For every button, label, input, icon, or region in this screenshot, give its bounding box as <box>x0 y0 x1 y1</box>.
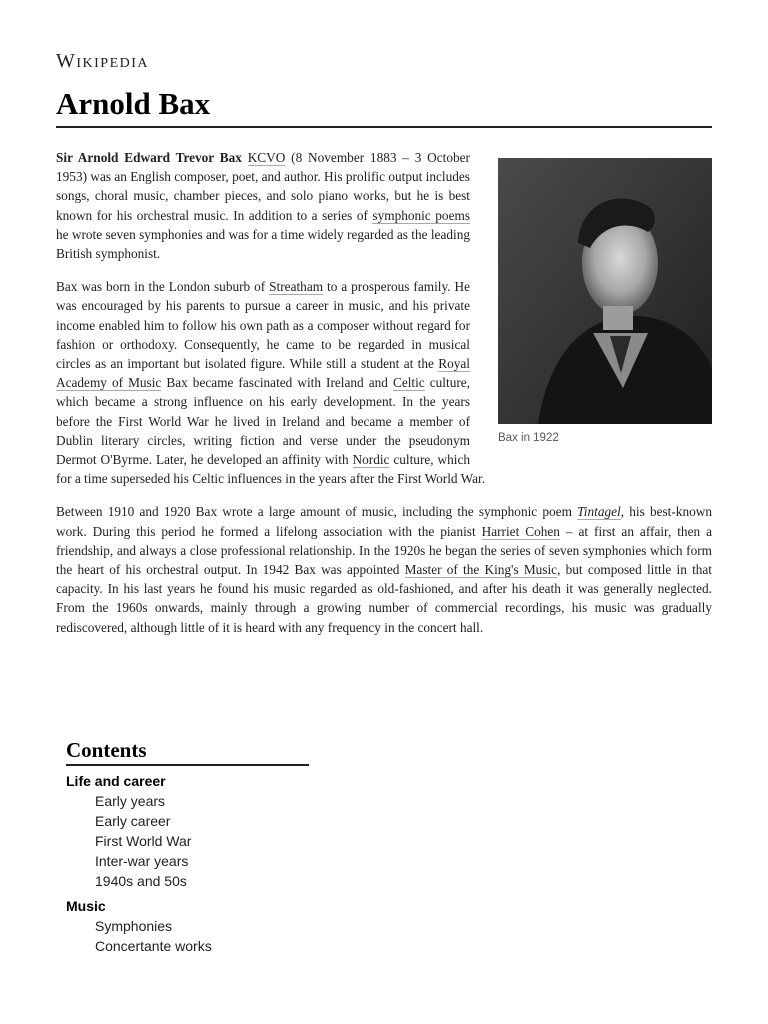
link-nordic[interactable]: Nordic <box>352 452 390 468</box>
portrait-photo[interactable] <box>498 158 712 424</box>
link-tintagel[interactable]: Tintagel <box>577 504 621 520</box>
paragraph-text: to a prosperous family. He was encouraged by his parents to pursue a career in music, and his private income enabled him to follow his own path as a composer without regard for fashion or orthodoxy. Consequently, he came to be regarded in musical circles as an important but isolated figure. While still a student at the <box>56 279 471 372</box>
portrait-illustration <box>498 158 712 424</box>
contents-divider <box>66 764 309 766</box>
contents-heading: Contents <box>66 738 147 762</box>
toc-group-life-and-career <box>66 772 466 891</box>
paragraph-text: culture, which for a time superseded his Celtic influences in the years after the First World War. <box>56 452 486 487</box>
toc-item-inter-war-years[interactable]: Inter-war years <box>95 853 189 869</box>
toc-section-life-and-career[interactable]: Life and career <box>66 773 166 789</box>
link-harriet-cohen[interactable]: Harriet Cohen <box>481 523 560 539</box>
link-celtic[interactable]: Celtic <box>392 375 425 391</box>
toc-item-early-years[interactable]: Early years <box>95 793 166 809</box>
toc-item-first-world-war[interactable]: First World War <box>95 833 192 849</box>
paragraph-text: , his best-known work. During this period he formed a lifelong association with the pianist <box>56 504 712 539</box>
toc-group-music <box>66 897 466 956</box>
paragraph-text: culture, which became a strong influence on his early development. In the years before the First World War he lived in Ireland and became a member of Dublin literary circles, writing fiction and verse under the pseudonym Dermot O'Byrme. Later, he developed an affinity with <box>56 375 470 468</box>
table-of-contents <box>66 736 466 956</box>
toc-item-symphonies[interactable]: Symphonies <box>95 918 173 934</box>
article-body <box>56 148 712 651</box>
link-streatham[interactable]: Streatham <box>269 279 324 295</box>
intro-paragraph-3 <box>56 502 712 636</box>
link-royal-academy-of-music[interactable]: Royal Academy of Music <box>56 356 470 391</box>
paragraph-text: – at first an affair, then a friendship, and always a close professional relationship. In the 1920s he began the series of seven symphonies which form the heart of his orchestral output. In 1942 Bax was appointed <box>56 523 712 578</box>
wikipedia-wordmark[interactable]: Wikipedia <box>56 50 150 72</box>
toc-item-early-career[interactable]: Early career <box>95 813 171 829</box>
toc-item-1940s-and-50s[interactable]: 1940s and 50s <box>95 873 187 889</box>
paragraph-text: Bax was born in the London suburb of <box>56 279 270 295</box>
infobox-figure <box>498 158 712 448</box>
title-divider <box>56 126 712 128</box>
toc-section-music[interactable]: Music <box>66 898 106 914</box>
paragraph-text: Between 1910 and 1920 Bax wrote a large amount of music, including the symphonic poem <box>56 504 578 520</box>
link-symphonic-poems[interactable]: symphonic poems <box>372 207 470 223</box>
paragraph-text: Bax became fascinated with Ireland and <box>161 375 393 391</box>
paragraph-text: , but composed little in that capacity. In his last years he found his music regarded as old-fashioned, and after his death it was generally neglected. From the 1960s onwards, mainly through a growing number of commercial recordings, his music was gradually rediscovered, although little of it is heard with any frequency in the concert hall. <box>56 562 713 635</box>
lead-name: Sir Arnold Edward Trevor Bax <box>56 150 242 165</box>
paragraph-text: (8 November 1883 – 3 October 1953) was an English composer, poet, and author. His prolific output includes songs, choral music, chamber pieces, and solo piano works, but he is best known for his orchestral music. In addition to a series of <box>56 150 470 223</box>
link-master-of-the-kings-music[interactable]: Master of the King's Music <box>404 562 558 578</box>
toc-item-concertante-works[interactable]: Concertante works <box>95 938 212 954</box>
page-title: Arnold Bax <box>56 86 211 121</box>
link-kcvo[interactable]: KCVO <box>247 150 286 165</box>
paragraph-text: he wrote seven symphonies and was for a time widely regarded as the leading British symphonist. <box>56 226 470 262</box>
figure-caption: Bax in 1922 <box>498 432 559 444</box>
